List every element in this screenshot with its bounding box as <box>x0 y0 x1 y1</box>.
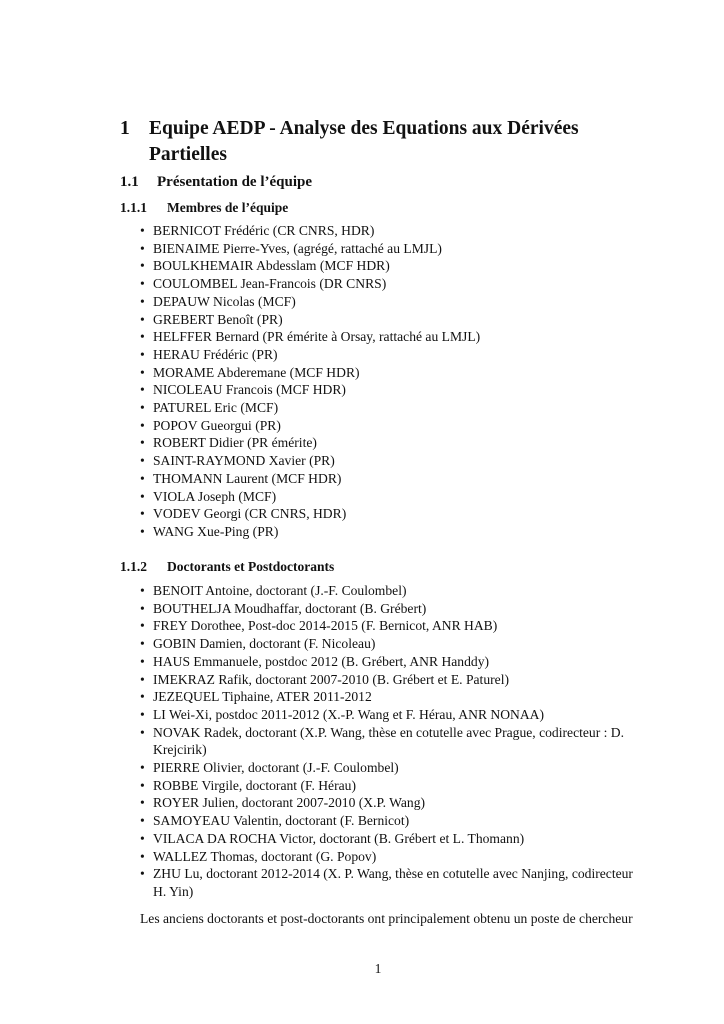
list-item <box>140 311 646 329</box>
bullet-icon: • <box>140 435 145 451</box>
list-item <box>140 617 646 635</box>
list-item-text: JEZEQUEL Tiphaine, ATER 2011-2012 <box>153 689 372 705</box>
list-item-text: LI Wei-Xi, postdoc 2011-2012 (X.-P. Wang et F. Hérau, ANR NONAA) <box>153 706 545 722</box>
list-item <box>140 759 646 777</box>
bullet-icon: • <box>140 636 145 652</box>
list-item <box>140 399 646 417</box>
list-item-text: COULOMBEL Jean-Francois (DR CNRS) <box>153 276 387 292</box>
list-item-text: HERAU Frédéric (PR) <box>153 346 278 362</box>
list-item <box>140 671 646 689</box>
members-heading <box>120 199 288 216</box>
bullet-icon: • <box>140 223 145 238</box>
bullet-icon: • <box>140 488 145 504</box>
bullet-icon: • <box>140 346 145 362</box>
bullet-icon: • <box>140 276 145 292</box>
list-item <box>140 381 646 399</box>
list-item-text: VIOLA Joseph (MCF) <box>153 488 277 504</box>
list-item <box>140 417 646 435</box>
list-item-text: THOMANN Laurent (MCF HDR) <box>153 470 342 486</box>
list-item <box>140 293 646 311</box>
bullet-icon: • <box>140 671 145 687</box>
bullet-icon: • <box>140 240 145 256</box>
subsection-heading <box>120 173 312 191</box>
list-item <box>140 812 646 830</box>
section-number: 1 <box>120 118 130 139</box>
bullet-icon: • <box>140 653 145 669</box>
list-item <box>140 346 646 364</box>
list-item-text: PIERRE Olivier, doctorant (J.-F. Coulombel) <box>153 760 399 776</box>
bullet-icon: • <box>140 400 145 416</box>
list-item-text: NOVAK Radek, doctorant (X.P. Wang, thèse en cotutelle avec Prague, codirecteur : D. Krejcirik) <box>153 724 625 758</box>
list-item-text: HELFFER Bernard (PR émérite à Orsay, rattaché au LMJL) <box>153 329 481 345</box>
bullet-icon: • <box>140 364 145 380</box>
list-item-text: POPOV Gueorgui (PR) <box>153 417 281 433</box>
bullet-icon: • <box>140 506 145 522</box>
list-item <box>140 505 646 523</box>
list-item <box>140 653 646 671</box>
bullet-icon: • <box>140 417 145 433</box>
bullet-icon: • <box>140 293 145 309</box>
list-item-text: VODEV Georgi (CR CNRS, HDR) <box>153 506 347 522</box>
bullet-icon: • <box>140 523 145 539</box>
list-item <box>140 777 646 795</box>
list-item <box>140 582 646 600</box>
bullet-icon: • <box>140 689 145 705</box>
list-item-text: BOUTHELJA Moudhaffar, doctorant (B. Grébert) <box>153 600 427 616</box>
list-item-text: IMEKRAZ Rafik, doctorant 2007-2010 (B. Grébert et E. Paturel) <box>153 671 509 687</box>
subsection-title: Présentation de l’équipe <box>157 174 312 190</box>
bullet-icon: • <box>140 830 145 846</box>
list-item <box>140 794 646 812</box>
list-item <box>140 600 646 618</box>
list-item <box>140 706 646 724</box>
list-item-text: SAMOYEAU Valentin, doctorant (F. Bernicot) <box>153 813 410 829</box>
bullet-icon: • <box>140 706 145 722</box>
list-item <box>140 257 646 275</box>
list-item-text: BERNICOT Frédéric (CR CNRS, HDR) <box>153 223 375 238</box>
list-item-text: GREBERT Benoît (PR) <box>153 311 283 327</box>
bullet-icon: • <box>140 453 145 469</box>
list-item-text: WANG Xue-Ping (PR) <box>153 523 279 539</box>
list-item <box>140 488 646 506</box>
list-item-text: HAUS Emmanuele, postdoc 2012 (B. Grébert, ANR Handdy) <box>153 653 490 669</box>
list-item-text: ROBERT Didier (PR émérite) <box>153 435 317 451</box>
list-item-text: GOBIN Damien, doctorant (F. Nicoleau) <box>153 636 376 652</box>
list-item <box>140 523 646 541</box>
list-item <box>140 865 646 900</box>
bullet-icon: • <box>140 760 145 776</box>
bullet-icon: • <box>140 866 145 882</box>
bullet-icon: • <box>140 311 145 327</box>
list-item-text: VILACA DA ROCHA Victor, doctorant (B. Grébert et L. Thomann) <box>153 830 525 846</box>
list-item <box>140 364 646 382</box>
list-item <box>140 688 646 706</box>
list-item <box>140 328 646 346</box>
doctorants-list <box>140 582 646 901</box>
doctorants-number: 1.1.2 <box>120 559 147 574</box>
members-list <box>140 222 646 541</box>
section-heading <box>120 116 650 168</box>
doctorants-heading <box>120 558 334 575</box>
list-item <box>140 434 646 452</box>
members-title: Membres de l’équipe <box>167 200 289 215</box>
list-item <box>140 848 646 866</box>
bullet-icon: • <box>140 583 145 598</box>
list-item-text: MORAME Abderemane (MCF HDR) <box>153 364 360 380</box>
list-item-text: FREY Dorothee, Post-doc 2014-2015 (F. Bernicot, ANR HAB) <box>153 618 498 634</box>
bullet-icon: • <box>140 258 145 274</box>
list-item-text: DEPAUW Nicolas (MCF) <box>153 293 296 309</box>
bullet-icon: • <box>140 777 145 793</box>
members-number: 1.1.1 <box>120 200 147 215</box>
list-item <box>140 452 646 470</box>
list-item-text: BOULKHEMAIR Abdesslam (MCF HDR) <box>153 258 390 274</box>
list-item <box>140 470 646 488</box>
list-item-text: ROBBE Virgile, doctorant (F. Hérau) <box>153 777 356 793</box>
list-item-text: ROYER Julien, doctorant 2007-2010 (X.P. Wang) <box>153 795 426 811</box>
bullet-icon: • <box>140 382 145 398</box>
list-item-text: BIENAIME Pierre-Yves, (agrégé, rattaché au LMJL) <box>153 240 442 256</box>
list-item-text: WALLEZ Thomas, doctorant (G. Popov) <box>153 848 377 864</box>
list-item <box>140 222 646 240</box>
list-item <box>140 635 646 653</box>
bullet-icon: • <box>140 724 145 740</box>
section-title: Equipe AEDP - Analyse des Equations aux Dérivées Partielles <box>149 118 579 165</box>
bullet-icon: • <box>140 848 145 864</box>
list-item-text: BENOIT Antoine, doctorant (J.-F. Coulombel) <box>153 583 407 598</box>
list-item <box>140 275 646 293</box>
list-item-text: PATUREL Eric (MCF) <box>153 400 279 416</box>
page-number: 1 <box>374 961 382 976</box>
list-item-text: NICOLEAU Francois (MCF HDR) <box>153 382 346 398</box>
bullet-icon: • <box>140 470 145 486</box>
list-item <box>140 240 646 258</box>
list-item-text: ZHU Lu, doctorant 2012-2014 (X. P. Wang, thèse en cotutelle avec Nanjing, codirecteur H. Yin) <box>153 866 633 899</box>
list-item-text: SAINT-RAYMOND Xavier (PR) <box>153 453 335 469</box>
bullet-icon: • <box>140 795 145 811</box>
bullet-icon: • <box>140 329 145 345</box>
closing-paragraph: Les anciens doctorants et post-doctorants ont principalement obtenu un poste de chercheur <box>140 911 633 926</box>
bullet-icon: • <box>140 813 145 829</box>
subsection-number: 1.1 <box>120 174 139 190</box>
list-item <box>140 724 646 759</box>
bullet-icon: • <box>140 618 145 634</box>
list-item <box>140 830 646 848</box>
doctorants-title: Doctorants et Postdoctorants <box>167 559 335 574</box>
bullet-icon: • <box>140 600 145 616</box>
